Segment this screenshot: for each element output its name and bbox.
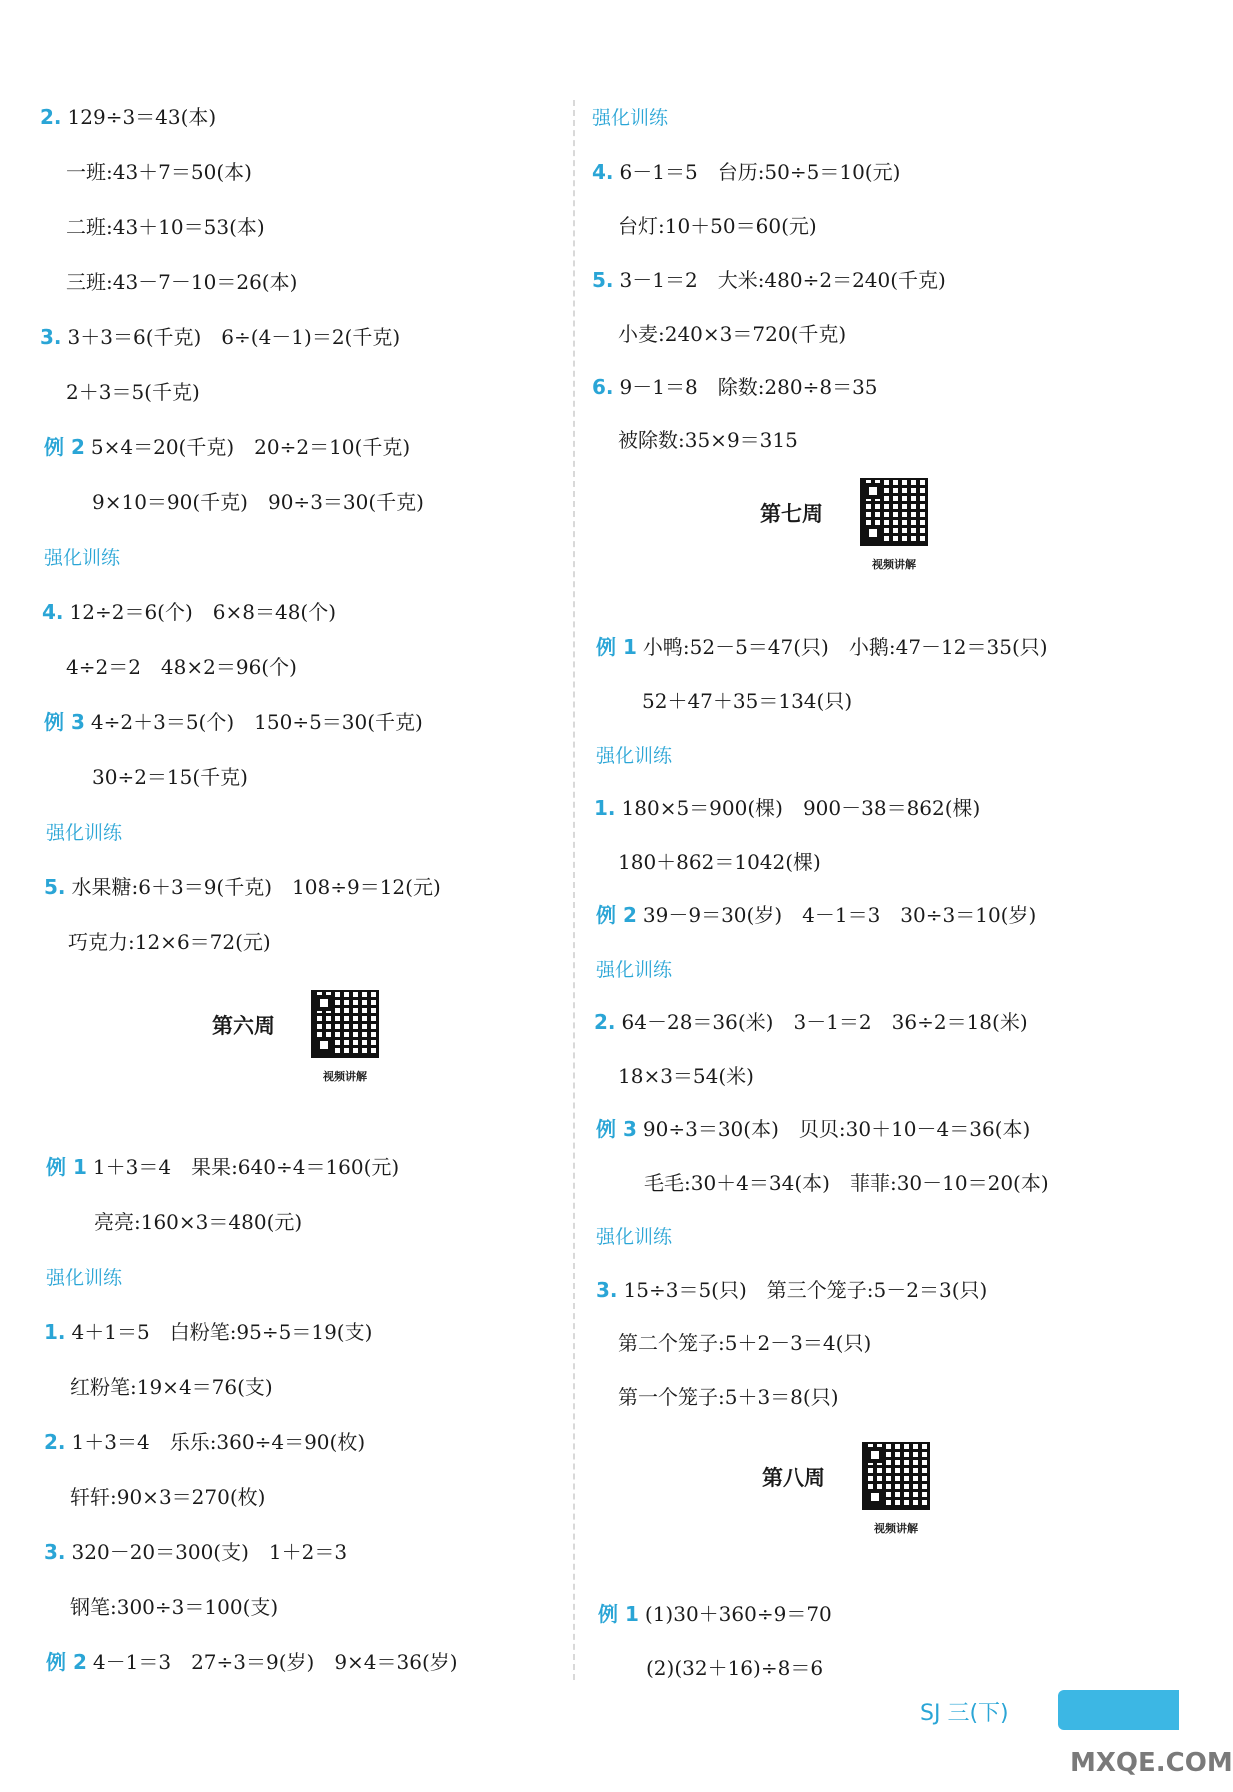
answer-text: 90÷3＝30(本) 贝贝:30＋10－4＝36(本) [642,1117,1031,1141]
answer-line [70,1483,265,1511]
week-seven-title: 第七周 [760,502,823,526]
answer-line [598,1600,832,1628]
answer-line [44,873,441,901]
answer-line [618,212,817,240]
answer-line [644,1169,1049,1197]
answer-line [66,268,297,296]
answer-line [66,653,297,681]
answer-text: 轩轩:90×3＝270(枚) [70,1485,266,1509]
answer-text: 第一个笼子:5＋3＝8(只) [618,1385,839,1409]
answer-line [618,320,846,348]
item-number: 1. [44,1320,66,1344]
answer-line [44,433,410,461]
answer-text: 4÷2＝2 48×2＝96(个) [66,655,297,679]
section-heading-label: 强化训练 [46,822,123,844]
item-number: 例 2 [596,903,637,927]
answer-line [66,378,200,406]
answer-line [70,1593,278,1621]
item-number: 例 3 [596,1117,637,1141]
answer-text: 5×4＝20(千克) 20÷2＝10(千克) [90,435,411,459]
qr-code-icon[interactable] [311,990,379,1058]
answer-line [646,1654,823,1682]
answer-text: 3－1＝2 大米:480÷2＝240(千克) [619,268,946,292]
watermark: MXQE.COM [1070,1748,1233,1778]
answer-line [618,426,798,454]
section-heading [596,741,672,770]
answer-text: 15÷3＝5(只) 第三个笼子:5－2＝3(只) [623,1278,988,1302]
answer-line [594,1008,1028,1036]
answer-text: 320－20＝300(支) 1＋2＝3 [71,1540,348,1564]
answer-line [44,708,423,736]
answer-line [594,794,980,822]
answer-text: 小麦:240×3＝720(千克) [618,322,847,346]
answer-line [68,928,271,956]
answer-text: 巧克力:12×6＝72(元) [68,930,271,954]
section-heading [592,103,668,132]
qr-caption: 视频讲解 [872,558,916,571]
item-number: 例 1 [598,1602,639,1626]
item-number: 例 1 [46,1155,87,1179]
answer-line [70,1373,273,1401]
answer-text: 水果糖:6＋3＝9(千克) 108÷9＝12(元) [71,875,441,899]
answer-text: 64－28＝36(米) 3－1＝2 36÷2＝18(米) [621,1010,1028,1034]
column-divider [573,100,575,1680]
qr-caption: 视频讲解 [874,1522,918,1535]
answer-text: 39－9＝30(岁) 4－1＝3 30÷3＝10(岁) [642,903,1037,927]
answer-text: (1)30＋360÷9＝70 [644,1602,832,1626]
answer-line [66,213,265,241]
answer-line [618,1383,839,1411]
answer-text: 第二个笼子:5＋2－3＝4(只) [618,1331,872,1355]
section-heading [46,1263,122,1292]
item-number: 3. [44,1540,66,1564]
answer-line [642,687,852,715]
answer-line [592,373,878,401]
item-number: 4. [592,160,614,184]
answer-line [618,1329,871,1357]
answer-text: 二班:43＋10＝53(本) [66,215,265,239]
answer-line [596,633,1048,661]
answer-text: 180＋862＝1042(棵) [618,850,821,874]
item-number: 3. [596,1278,618,1302]
page-footer: SJ 三(下) [920,1701,1009,1726]
answer-line [44,1318,372,1346]
answer-line [42,598,336,626]
answer-text: 1＋3＝4 乐乐:360÷4＝90(枚) [71,1430,366,1454]
answer-text: 6－1＝5 台历:50÷5＝10(元) [619,160,901,184]
section-heading-label: 强化训练 [592,107,669,129]
answer-line [596,901,1036,929]
answer-text: 被除数:35×9＝315 [618,428,798,452]
answer-line [94,1208,302,1236]
item-number: 2. [44,1430,66,1454]
item-number: 4. [42,600,64,624]
section-heading-label: 强化训练 [596,959,673,981]
item-number: 3. [40,325,62,349]
answer-line [40,323,400,351]
answer-text: 180×5＝900(棵) 900－38＝862(棵) [621,796,981,820]
answer-text: 4－1＝3 27÷3＝9(岁) 9×4＝36(岁) [92,1650,458,1674]
answer-text: 52＋47＋35＝134(只) [642,689,853,713]
answer-text: 18×3＝54(米) [618,1064,754,1088]
answer-line [40,103,216,131]
answer-text: 9×10＝90(千克) 90÷3＝30(千克) [92,490,424,514]
answer-text: 红粉笔:19×4＝76(支) [70,1375,273,1399]
answer-text: 三班:43－7－10＝26(本) [66,270,298,294]
qr-code-icon[interactable] [862,1442,930,1510]
section-heading [44,543,120,572]
answer-line [596,1276,987,1304]
answer-line [46,1648,458,1676]
answer-text: 亮亮:160×3＝480(元) [94,1210,303,1234]
answer-line [618,848,821,876]
answer-line [92,488,424,516]
item-number: 例 2 [44,435,85,459]
section-heading [46,818,122,847]
answer-text: 12÷2＝6(个) 6×8＝48(个) [69,600,337,624]
section-heading-label: 强化训练 [44,547,121,569]
answer-text: 4＋1＝5 白粉笔:95÷5＝19(支) [71,1320,373,1344]
item-number: 5. [592,268,614,292]
answer-text: 小鸭:52－5＝47(只) 小鹅:47－12＝35(只) [642,635,1048,659]
answer-text: 钢笔:300÷3＝100(支) [70,1595,279,1619]
section-heading [596,1222,672,1251]
item-number: 例 3 [44,710,85,734]
answer-line [592,158,900,186]
week-six-title: 第六周 [212,1014,275,1038]
answer-line [92,763,248,791]
section-heading-label: 强化训练 [596,1226,673,1248]
item-number: 2. [40,105,62,129]
section-heading-label: 强化训练 [596,745,673,767]
answer-line [44,1428,365,1456]
item-number: 2. [594,1010,616,1034]
answer-line [618,1062,754,1090]
answer-text: 9－1＝8 除数:280÷8＝35 [619,375,878,399]
answer-text: 毛毛:30＋4＝34(本) 菲菲:30－10＝20(本) [644,1171,1049,1195]
answer-line [592,266,946,294]
item-number: 例 1 [596,635,637,659]
section-heading [596,955,672,984]
item-number: 例 2 [46,1650,87,1674]
answer-text: (2)(32＋16)÷8＝6 [646,1656,824,1680]
answer-line [44,1538,347,1566]
answer-text: 1＋3＝4 果果:640÷4＝160(元) [92,1155,400,1179]
answer-text: 3＋3＝6(千克) 6÷(4－1)＝2(千克) [67,325,401,349]
week-eight-title: 第八周 [762,1466,825,1490]
answer-text: 台灯:10＋50＝60(元) [618,214,817,238]
answer-text: 30÷2＝15(千克) [92,765,248,789]
section-heading-label: 强化训练 [46,1267,123,1289]
answer-line [596,1115,1030,1143]
answer-line [66,158,252,186]
answer-text: 2＋3＝5(千克) [66,380,200,404]
item-number: 6. [592,375,614,399]
page-tab [1058,1690,1179,1730]
answer-text: 4÷2＋3＝5(个) 150÷5＝30(千克) [90,710,423,734]
qr-caption: 视频讲解 [323,1070,367,1083]
item-number: 5. [44,875,66,899]
qr-code-icon[interactable] [860,478,928,546]
answer-text: 一班:43＋7＝50(本) [66,160,252,184]
item-number: 1. [594,796,616,820]
answer-text: 129÷3＝43(本) [67,105,217,129]
answer-line [46,1153,399,1181]
